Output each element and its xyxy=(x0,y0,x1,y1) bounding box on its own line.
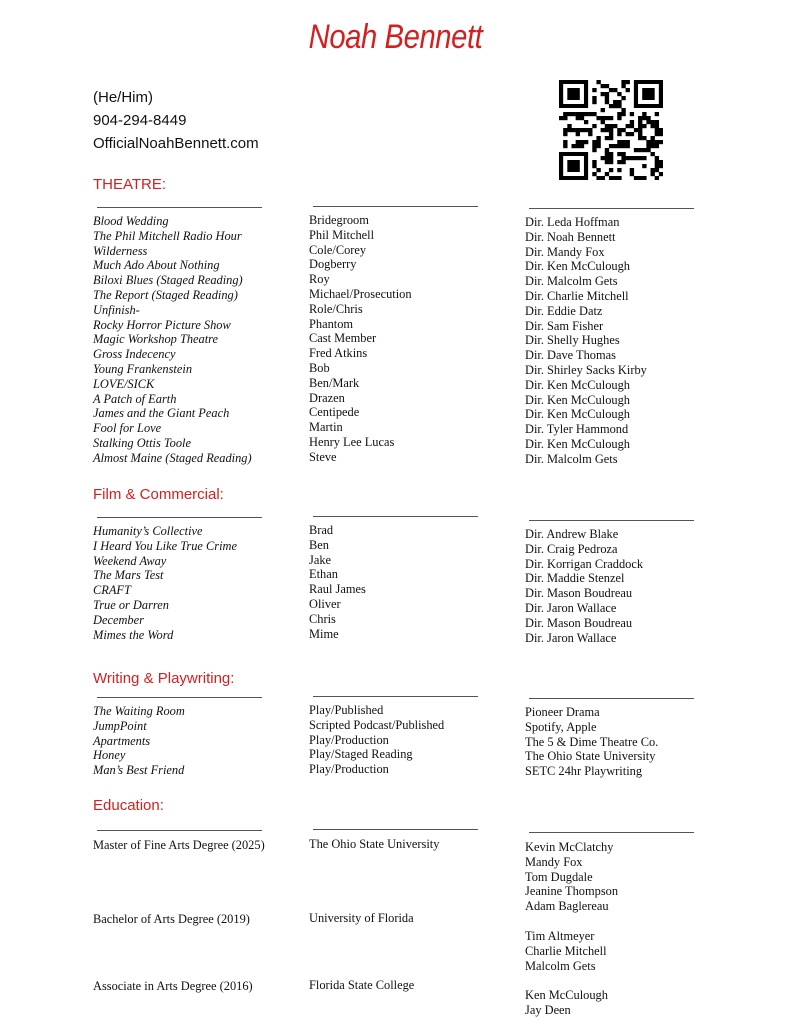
list-item-role: Roy xyxy=(309,272,330,287)
list-item-director: Dir. Mandy Fox xyxy=(525,244,605,259)
list-item-director: Dir. Korrigan Craddock xyxy=(525,556,644,571)
list-item-director: Dir. Malcolm Gets xyxy=(525,274,618,289)
list-item-title: The Waiting Room xyxy=(93,704,185,718)
list-item-teacher: Jeanine Thompson xyxy=(525,884,619,899)
section-heading-film: Film & Commercial: xyxy=(93,486,224,503)
theatre-directors xyxy=(525,215,647,467)
education-school: Florida State College xyxy=(309,978,415,992)
list-item-type: Play/Staged Reading xyxy=(309,747,413,762)
list-item-type: Play/Production xyxy=(309,732,389,747)
list-item-role: Fred Atkins xyxy=(309,346,368,361)
qr-code-icon[interactable] xyxy=(559,80,663,180)
list-item-teacher: Charlie Mitchell xyxy=(525,943,607,958)
list-item-director: Dir. Mason Boudreau xyxy=(525,586,633,601)
list-item-teacher: Tim Altmeyer xyxy=(525,929,595,943)
section-heading-education: Education: xyxy=(93,797,164,814)
list-item-teacher: Jay Deen xyxy=(525,1002,571,1017)
education-teachers xyxy=(525,929,607,973)
section-heading-theatre: THEATRE: xyxy=(93,176,167,193)
writing-titles xyxy=(93,704,185,778)
list-item-title: Much Ado About Nothing xyxy=(93,258,220,273)
list-item-title: The Phil Mitchell Radio Hour xyxy=(93,228,242,243)
divider xyxy=(529,520,694,521)
list-item-title: Stalking Ottis Toole xyxy=(93,435,191,450)
list-item-title: Humanity’s Collective xyxy=(93,524,203,538)
writing-types xyxy=(309,703,444,777)
divider xyxy=(313,516,478,517)
list-item-role: Ben/Mark xyxy=(309,375,360,390)
list-item-director: Dir. Ken McCulough xyxy=(525,392,630,407)
list-item-director: Dir. Ken McCulough xyxy=(525,259,630,274)
section-heading-writing: Writing & Playwriting: xyxy=(93,670,235,687)
list-item-title: Man’s Best Friend xyxy=(93,763,185,778)
list-item-director: Dir. Ken McCulough xyxy=(525,377,630,392)
writing-venues xyxy=(525,705,658,779)
list-item-venue: The 5 & Dime Theatre Co. xyxy=(525,734,659,749)
education-school: The Ohio State University xyxy=(309,837,440,851)
list-item-role: Martin xyxy=(309,420,343,435)
list-item-role: Dogberry xyxy=(309,257,357,272)
list-item-title: Biloxi Blues (Staged Reading) xyxy=(93,273,243,288)
list-item-title: Apartments xyxy=(93,733,151,748)
list-item-director: Dir. Ken McCulough xyxy=(525,436,630,451)
list-item-role: Oliver xyxy=(309,596,341,611)
list-item-title: Wilderness xyxy=(93,243,148,258)
list-item-role: Ben xyxy=(309,537,329,552)
list-item-title: Almost Maine (Staged Reading) xyxy=(93,450,252,465)
list-item-role: Ethan xyxy=(309,567,338,582)
list-item-title: Gross Indecency xyxy=(93,347,176,362)
list-item-title: Blood Wedding xyxy=(93,214,169,228)
list-item-title: James and the Giant Peach xyxy=(93,406,230,421)
list-item-title: CRAFT xyxy=(93,583,131,598)
list-item-teacher: Tom Dugdale xyxy=(525,869,593,884)
theatre-titles xyxy=(93,214,252,466)
list-item-role: Role/Chris xyxy=(309,301,363,316)
list-item-director: Dir. Maddie Stenzel xyxy=(525,571,625,586)
education-teachers xyxy=(525,840,618,914)
list-item-director: Dir. Malcolm Gets xyxy=(525,451,618,466)
education-school: University of Florida xyxy=(309,911,414,925)
list-item-title: The Report (Staged Reading) xyxy=(93,287,238,302)
list-item-director: Dir. Leda Hoffman xyxy=(525,215,620,229)
list-item-role: Drazen xyxy=(309,390,345,405)
list-item-director: Dir. Sam Fisher xyxy=(525,318,604,333)
list-item-venue: Spotify, Apple xyxy=(525,719,597,734)
film-roles xyxy=(309,523,366,641)
list-item-role: Phantom xyxy=(309,316,354,331)
list-item-teacher: Malcolm Gets xyxy=(525,958,596,973)
film-directors xyxy=(525,527,643,645)
list-item-title: December xyxy=(93,612,144,627)
list-item-title: Fool for Love xyxy=(93,421,162,436)
list-item-director: Dir. Dave Thomas xyxy=(525,348,616,363)
divider xyxy=(529,832,694,833)
list-item-role: Bob xyxy=(309,360,330,375)
list-item-venue: Pioneer Drama xyxy=(525,705,600,719)
theatre-roles xyxy=(309,213,412,465)
divider xyxy=(97,697,262,698)
website-link[interactable]: OfficialNoahBennett.com xyxy=(93,135,259,152)
list-item-role: Steve xyxy=(309,449,337,464)
list-item-director: Dir. Mason Boudreau xyxy=(525,615,633,630)
list-item-title: Young Frankenstein xyxy=(93,361,193,376)
list-item-director: Dir. Charlie Mitchell xyxy=(525,288,629,303)
phone-number[interactable]: 904-294-8449 xyxy=(93,112,187,129)
list-item-role: Raul James xyxy=(309,582,366,597)
list-item-title: Weekend Away xyxy=(93,553,167,568)
list-item-role: Jake xyxy=(309,552,332,567)
list-item-teacher: Ken McCulough xyxy=(525,988,608,1002)
list-item-director: Dir. Eddie Datz xyxy=(525,303,603,318)
list-item-teacher: Kevin McClatchy xyxy=(525,840,614,854)
list-item-venue: The Ohio State University xyxy=(525,749,656,764)
divider xyxy=(313,206,478,207)
list-item-role: Mime xyxy=(309,626,339,641)
pronouns: (He/Him) xyxy=(93,89,153,106)
list-item-teacher: Mandy Fox xyxy=(525,854,583,869)
divider xyxy=(313,696,478,697)
divider xyxy=(529,208,694,209)
list-item-role: Centipede xyxy=(309,405,360,420)
education-teachers xyxy=(525,988,608,1018)
list-item-title: JumpPoint xyxy=(93,718,147,733)
list-item-teacher: Adam Baglereau xyxy=(525,899,609,914)
film-titles xyxy=(93,524,237,642)
list-item-director: Dir. Tyler Hammond xyxy=(525,422,629,437)
list-item-type: Scripted Podcast/Published xyxy=(309,717,445,732)
list-item-type: Play/Published xyxy=(309,703,384,717)
list-item-title: A Patch of Earth xyxy=(93,391,177,406)
list-item-director: Dir. Noah Bennett xyxy=(525,229,616,244)
list-item-venue: SETC 24hr Playwriting xyxy=(525,764,643,779)
list-item-role: Cast Member xyxy=(309,331,377,346)
list-item-role: Michael/Prosecution xyxy=(309,286,412,301)
divider xyxy=(97,207,262,208)
list-item-type: Play/Production xyxy=(309,762,389,777)
list-item-title: Unfinish- xyxy=(93,302,140,317)
divider xyxy=(313,829,478,830)
list-item-title: Rocky Horror Picture Show xyxy=(93,317,231,332)
divider xyxy=(97,517,262,518)
list-item-director: Dir. Shelly Hughes xyxy=(525,333,620,348)
divider xyxy=(529,698,694,699)
list-item-director: Dir. Jaron Wallace xyxy=(525,630,617,645)
list-item-title: Magic Workshop Theatre xyxy=(93,332,219,347)
list-item-director: Dir. Craig Pedroza xyxy=(525,541,618,556)
list-item-title: The Mars Test xyxy=(93,568,164,583)
list-item-title: I Heard You Like True Crime xyxy=(93,538,237,553)
list-item-director: Dir. Andrew Blake xyxy=(525,527,619,541)
list-item-role: Henry Lee Lucas xyxy=(309,434,395,449)
list-item-role: Brad xyxy=(309,523,334,537)
list-item-title: Mimes the Word xyxy=(93,627,174,642)
list-item-director: Dir. Shirley Sacks Kirby xyxy=(525,362,647,377)
list-item-role: Phil Mitchell xyxy=(309,227,375,242)
list-item-title: Honey xyxy=(93,748,126,763)
education-degree: Associate in Arts Degree (2016) xyxy=(93,979,253,993)
list-item-role: Cole/Corey xyxy=(309,242,367,257)
resume-name: Noah Bennett xyxy=(308,18,483,56)
list-item-role: Chris xyxy=(309,611,336,626)
list-item-director: Dir. Ken McCulough xyxy=(525,407,630,422)
list-item-director: Dir. Jaron Wallace xyxy=(525,600,617,615)
education-degree: Master of Fine Arts Degree (2025) xyxy=(93,838,265,852)
list-item-title: True or Darren xyxy=(93,597,169,612)
list-item-role: Bridegroom xyxy=(309,213,369,227)
education-degree: Bachelor of Arts Degree (2019) xyxy=(93,912,250,926)
divider xyxy=(97,830,262,831)
list-item-title: LOVE/SICK xyxy=(93,376,155,391)
